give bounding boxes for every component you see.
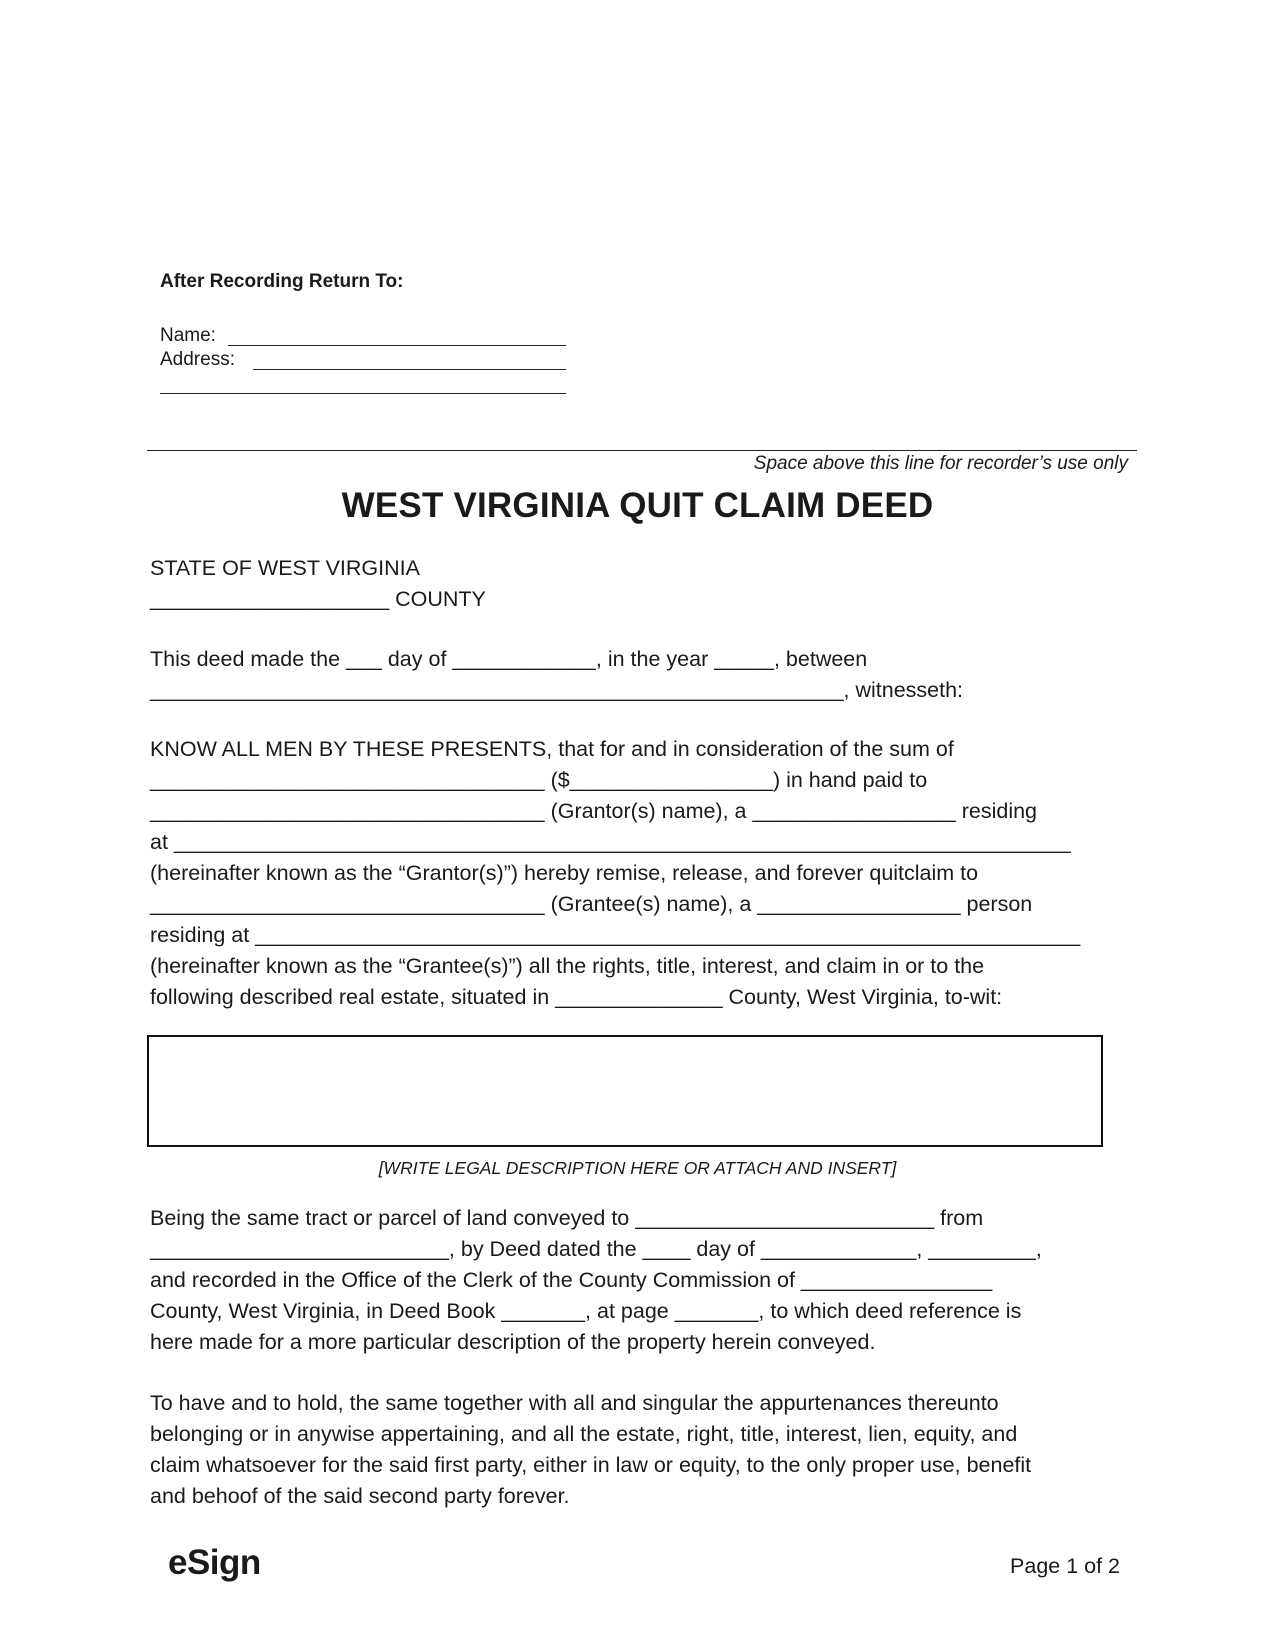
prior-conveyance-line-4: County, West Virginia, in Deed Book _______, at page _______, to which deed reference is xyxy=(150,1299,1022,1323)
esign-logo: eSign xyxy=(168,1543,261,1582)
consideration-line-2: _________________________________ ($_________________) in hand paid to xyxy=(150,768,928,792)
return-name-field[interactable] xyxy=(228,345,566,346)
venue-state: STATE OF WEST VIRGINIA xyxy=(150,556,420,580)
return-address-label: Address: xyxy=(160,349,235,370)
parties-line: __________________________________________________________, witnesseth: xyxy=(150,678,964,702)
recorder-note: Space above this line for recorder’s use only xyxy=(753,453,1128,474)
return-to-heading: After Recording Return To: xyxy=(160,271,404,292)
prior-conveyance-line-5: here made for a more particular description of the property herein conveyed. xyxy=(150,1330,876,1354)
grantee-address-line: residing at _____________________________________________________________________ xyxy=(150,923,1081,947)
habendum-line-1: To have and to hold, the same together with all and singular the appurtenances thereunto xyxy=(150,1391,999,1415)
prior-conveyance-line-1: Being the same tract or parcel of land conveyed to _________________________ from xyxy=(150,1206,984,1230)
legal-description-box[interactable] xyxy=(147,1035,1103,1147)
return-name-label: Name: xyxy=(160,325,216,346)
venue-county: ____________________ COUNTY xyxy=(150,587,486,611)
page-number: Page 1 of 2 xyxy=(1010,1554,1120,1578)
document-title: WEST VIRGINIA QUIT CLAIM DEED xyxy=(341,486,934,525)
grantee-name-line: _________________________________ (Grantee(s) name), a _________________ person xyxy=(150,892,1033,916)
prior-conveyance-line-2: _________________________, by Deed dated the ____ day of _____________, _________, xyxy=(150,1237,1042,1261)
return-address-field[interactable] xyxy=(253,369,566,370)
return-address-field-2[interactable] xyxy=(160,393,566,394)
habendum-line-4: and behoof of the said second party forever. xyxy=(150,1484,570,1508)
grantor-name-line: _________________________________ (Grantor(s) name), a _________________ residing xyxy=(150,799,1038,823)
deed-date-line: This deed made the ___ day of ____________, in the year _____, between xyxy=(150,647,868,671)
quitclaim-line: (hereinafter known as the “Grantor(s)”) hereby remise, release, and forever quitclaim to xyxy=(150,861,979,885)
habendum-line-3: claim whatsoever for the said first party, either in law or equity, to the only proper use, benefit xyxy=(150,1453,1032,1477)
grantor-address-line: at ___________________________________________________________________________ xyxy=(150,830,1071,854)
consideration-line-1: KNOW ALL MEN BY THESE PRESENTS, that for and in consideration of the sum of xyxy=(150,737,954,761)
habendum-line-2: belonging or in anywise appertaining, and all the estate, right, title, interest, lien, equity, and xyxy=(150,1422,1018,1446)
legal-description-caption: [WRITE LEGAL DESCRIPTION HERE OR ATTACH AND INSERT] xyxy=(378,1158,897,1178)
prior-conveyance-line-3: and recorded in the Office of the Clerk of the County Commission of ________________ xyxy=(150,1268,993,1292)
grantee-rights-line: (hereinafter known as the “Grantee(s)”) all the rights, title, interest, and claim in or to the xyxy=(150,954,985,978)
property-county-line: following described real estate, situated in ______________ County, West Virginia, to-wit: xyxy=(150,985,1003,1009)
recorder-divider xyxy=(147,450,1137,451)
